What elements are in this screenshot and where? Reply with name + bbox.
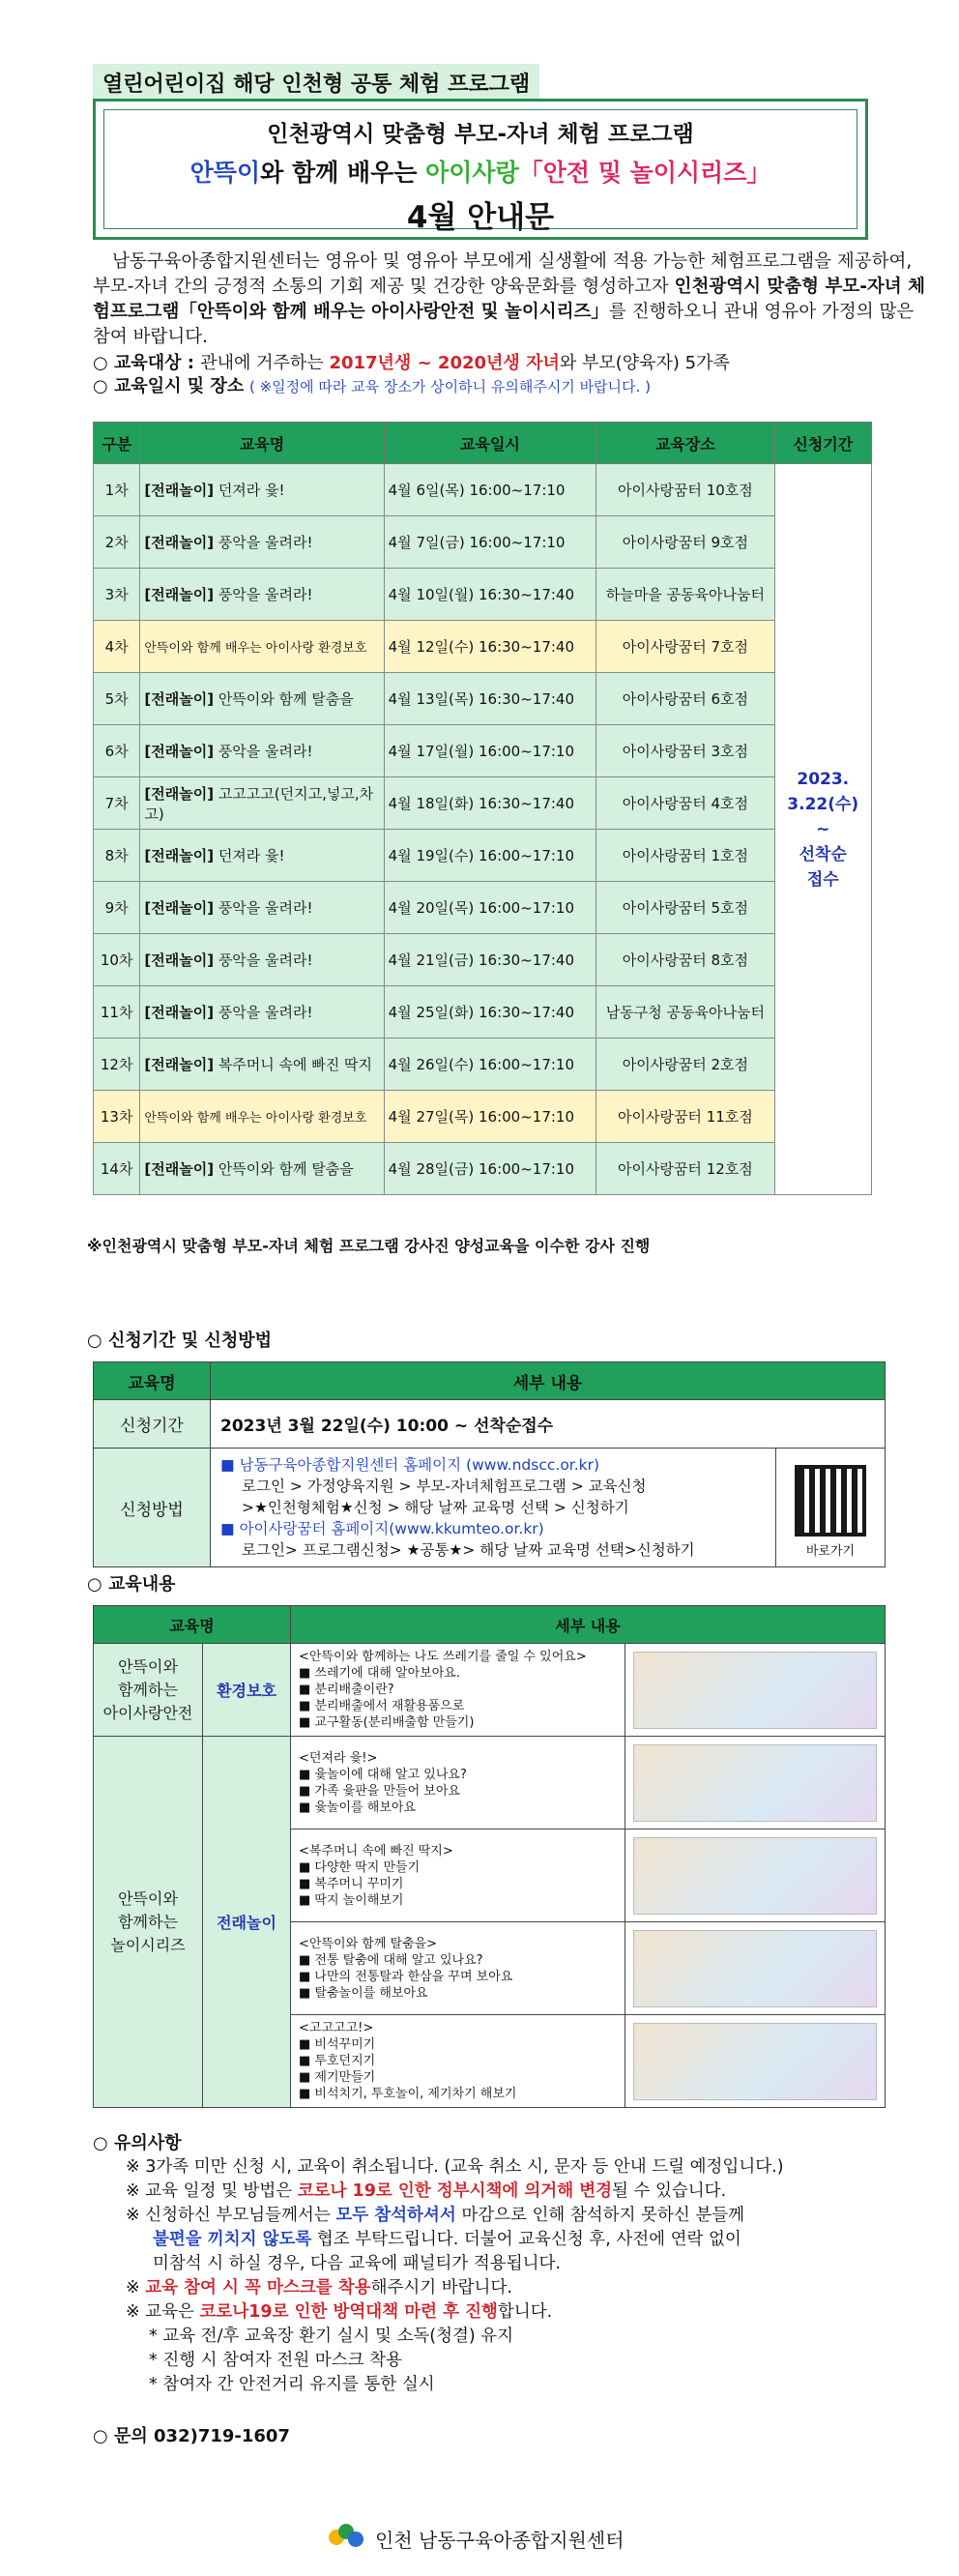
row-no: 10차 (94, 934, 140, 986)
sub-note-2: * 진행 시 참여자 전원 마스크 착용 (149, 2351, 402, 2370)
row-name: [전래놀이] 풍악을 울려라! (140, 516, 384, 569)
item-line: 분리배출이란? (314, 1683, 394, 1697)
content-col-name: 교육명 (94, 1606, 291, 1644)
row-date: 4월 6일(목) 16:00~17:10 (384, 464, 596, 516)
target-red: 2017년생 ~ 2020년생 자녀 (329, 353, 560, 373)
row-no: 11차 (94, 986, 140, 1039)
row-date: 4월 7일(금) 16:00~17:10 (384, 516, 596, 569)
row-place: 아이사랑꿈터 10호점 (596, 464, 774, 516)
title-line1: 인천광역시 맞춤형 부모-자녀 체험 프로그램 (267, 122, 694, 147)
content-item-3: <안뜩이와 함께 탈춤을> ■ 전통 탈춤에 대해 알고 있나요? ■ 나만의 전통탈과 한삼을 꾸며 보아요 ■ 탈춤놀이를 해보아요 (291, 1922, 625, 2015)
item-line: 쓰레기에 대해 알아보아요. (314, 1666, 460, 1681)
row-place: 하늘마을 공동육아나눔터 (596, 569, 774, 621)
row-no: 7차 (94, 777, 140, 830)
row-no: 13차 (94, 1091, 140, 1143)
bullet-icon: ■ (220, 1456, 240, 1474)
row-date: 4월 21일(금) 16:30~17:40 (384, 934, 596, 986)
item-line: 분리배출에서 재활용품으로 (314, 1699, 465, 1713)
site2-path: 로그인> 프로그램신청> ★공통★> 해당 날짜 교육명 선택>신청하기 (242, 1541, 695, 1559)
row-name: [전래놀이] 고고고고(던지고,넣고,차고) (140, 777, 384, 830)
item-title: <던져라 윷!> (299, 1750, 378, 1766)
apply-col-detail: 세부 내용 (211, 1362, 886, 1400)
apply-col-name: 교육명 (94, 1362, 211, 1400)
item-title: <안뜩이와 함께 탈춤을> (299, 1936, 438, 1951)
period-value: 2023년 3월 22일(수) 10:00 ~ 선착순접수 (211, 1400, 886, 1449)
program-tag: 열린어린이집 해당 인천형 공통 체험 프로그램 (93, 64, 539, 102)
item-line: 탈춤놀이를 해보아요 (314, 1985, 428, 2001)
site1-path-b: >★인천형체험★신청 > 해당 날짜 교육명 선택 > 신청하기 (242, 1499, 629, 1516)
target-a: 관내에 거주하는 (200, 353, 330, 373)
row-place: 아이사랑꿈터 3호점 (596, 725, 774, 777)
title-green: 아이사랑 (425, 159, 519, 187)
schedule-row (94, 464, 872, 516)
content-table (93, 1605, 886, 2108)
schedule-row (94, 1091, 872, 1143)
schedule-header-row (94, 423, 872, 464)
item-line: 다양한 딱지 만들기 (314, 1859, 421, 1875)
note-2: ※ 교육 일정 및 방법은 코로나 19로 인한 정부시책에 의거해 변경될 수 있습니다. (126, 2181, 727, 2201)
schedule-row (94, 621, 872, 673)
schedule-row (94, 516, 872, 569)
item-line: 가족 윷판을 만들어 보아요 (314, 1783, 460, 1799)
row-date: 4월 27일(목) 16:00~17:10 (384, 1091, 596, 1143)
row-place: 남동구청 공동육아나눔터 (596, 986, 774, 1039)
row-place: 아이사랑꿈터 6호점 (596, 673, 774, 725)
row-no: 14차 (94, 1143, 140, 1195)
sub-note-3: * 참여자 간 안전거리 유지를 통한 실시 (149, 2375, 435, 2394)
row-no: 9차 (94, 882, 140, 934)
group2-name: 안뜩이와 함께하는 놀이시리즈 (94, 1737, 203, 2108)
intro-p1-bold: 인천광역시 맞춤형 부모-자녀 체험프로그램「안뜩이와 함께 배우는 아이사랑안전 및 놀이시리즈」 (93, 277, 925, 322)
row-name: [전래놀이] 던져라 윷! (140, 464, 384, 516)
row-date: 4월 13일(목) 16:30~17:40 (384, 673, 596, 725)
col-period: 신청기간 (774, 423, 872, 464)
contact: ○ 문의 032)719-1607 (93, 2426, 290, 2446)
row-place: 아이사랑꿈터 7호점 (596, 621, 774, 673)
content-image (633, 1930, 877, 2007)
schedule-row (94, 934, 872, 986)
item-line: 윷놀이에 대해 알고 있나요? (314, 1767, 467, 1782)
item-title: <복주머니 속에 빠진 딱지> (299, 1843, 453, 1859)
site1-link[interactable]: 남동구육아종합지원센터 홈페이지 (www.ndscc.or.kr) (239, 1456, 600, 1474)
row-name: 안뜩이와 함께 배우는 아이사랑 환경보호 (140, 621, 384, 673)
row-name: [전래놀이] 안뜩이와 함께 탈춤을 (140, 673, 384, 725)
row-name: [전래놀이] 던져라 윷! (140, 830, 384, 882)
content-col-detail: 세부 내용 (291, 1606, 886, 1644)
col-name: 교육명 (140, 423, 384, 464)
title-blue: 안뜩이 (189, 159, 261, 187)
period-label: 신청기간 (94, 1400, 211, 1449)
intro (93, 249, 934, 398)
row-date: 4월 19일(수) 16:00~17:10 (384, 830, 596, 882)
qr-label: 바로가기 (805, 1543, 856, 1559)
footer-logo (329, 2524, 625, 2553)
row-date: 4월 18일(화) 16:30~17:40 (384, 777, 596, 830)
group1-name: 안뜩이와 함께하는 아이사랑안전 (94, 1644, 203, 1737)
schedule-table (93, 422, 872, 1195)
col-place: 교육장소 (596, 423, 774, 464)
intro-p1-tail: 를 진행하오니 관내 영유아 가정의 많은 참여 바랍니다. (93, 302, 915, 347)
note-3-end: 미참석 시 하실 경우, 다음 교육에 패널티가 적용됩니다. (153, 2254, 561, 2273)
row-no: 2차 (94, 516, 140, 569)
content-item-4: <고고고고!> ■ 비석꾸미기 ■ 투호던지기 ■ 제기만들기 ■ 비석치기, 투호놀이, 제기차기 해보기 (291, 2015, 625, 2108)
schedule-label: ○ 교육일시 및 장소 (93, 376, 245, 396)
schedule-note: ( ※일정에 따라 교육 장소가 상이하니 유의해주시기 바랍니다. ) (248, 378, 651, 395)
row-name: [전래놀이] 풍악을 울려라! (140, 934, 384, 986)
schedule-row (94, 725, 872, 777)
row-place: 아이사랑꿈터 12호점 (596, 1143, 774, 1195)
col-date: 교육일시 (384, 423, 596, 464)
row-name: [전래놀이] 풍악을 울려라! (140, 882, 384, 934)
page-title: 4월 안내문 (406, 200, 555, 235)
row-no: 3차 (94, 569, 140, 621)
schedule-row (94, 569, 872, 621)
row-date: 4월 12일(수) 16:30~17:40 (384, 621, 596, 673)
row-no: 12차 (94, 1039, 140, 1091)
note-5: ※ 교육은 코로나19로 인한 방역대책 마련 후 진행합니다. (126, 2302, 553, 2322)
row-name: [전래놀이] 풍악을 울려라! (140, 986, 384, 1039)
content-image (633, 1744, 877, 1822)
row-name: 안뜩이와 함께 배우는 아이사랑 환경보호 (140, 1091, 384, 1143)
item-line: 제기만들기 (314, 2070, 376, 2085)
row-no: 4차 (94, 621, 140, 673)
schedule-row (94, 777, 872, 830)
content-section-title: ○ 교육내용 (87, 1574, 176, 1595)
notes (93, 2131, 924, 2448)
item-line: 투호던지기 (314, 2054, 376, 2068)
apply-table (93, 1361, 886, 1567)
schedule-row (94, 1143, 872, 1195)
note-1: ※ 3가족 미만 신청 시, 교육이 취소됩니다. (교육 취소 시, 문자 등 안내 드릴 예정입니다.) (126, 2157, 784, 2177)
row-place: 아이사랑꿈터 11호점 (596, 1091, 774, 1143)
row-name: [전래놀이] 안뜩이와 함께 탈춤을 (140, 1143, 384, 1195)
row-date: 4월 17일(월) 16:00~17:10 (384, 725, 596, 777)
content-item-0: <안뜩이와 함께하는 나도 쓰레기를 줄일 수 있어요> ■ 쓰레기에 대해 알아보아요. ■ 분리배출이란? ■ 분리배출에서 재활용품으로 ■ 교구활동(분리배출함 만들기) (291, 1644, 625, 1737)
title-red: 「안전 및 놀이시리즈」 (518, 159, 771, 187)
note-3-cont: 불편을 끼치지 않도록 협조 부탁드립니다. 더불어 교육신청 후, 사전에 연락 없이 (153, 2230, 741, 2249)
row-place: 아이사랑꿈터 9호점 (596, 516, 774, 569)
row-no: 1차 (94, 464, 140, 516)
apply-period: 2023. 3.22(수) ~ 선착순 접수 (774, 464, 872, 1195)
item-line: 전통 탈춤에 대해 알고 있나요? (314, 1952, 483, 1968)
row-name: [전래놀이] 풍악을 울려라! (140, 569, 384, 621)
site1-path-a: 로그인 > 가정양육지원 > 부모-자녀체험프로그램 > 교육신청 (242, 1478, 647, 1495)
note-4: ※ 교육 참여 시 꼭 마스크를 착용해주시기 바랍니다. (126, 2278, 512, 2298)
item-line: 딱지 놀이해보기 (314, 1892, 404, 1908)
group1-type: 환경보호 (203, 1644, 291, 1737)
qr-code-icon[interactable] (795, 1465, 866, 1537)
col-no: 구분 (94, 423, 140, 464)
footer-org: 인천 남동구육아종합지원센터 (375, 2528, 625, 2552)
item-line: 비석치기, 투호놀이, 제기차기 해보기 (314, 2087, 517, 2101)
item-line: 교구활동(분리배출함 만들기) (314, 1715, 475, 1730)
intro-p1: 남동구육아종합지원센터는 영유아 및 영유아 부모에게 실생활에 적용 가능한 체험프로그램을 제공하여, 부모-자녀 간의 긍정적 소통의 기회 제공 및 건강한 양육문화를 형성하고자 (93, 251, 913, 297)
row-place: 아이사랑꿈터 4호점 (596, 777, 774, 830)
title-line2 (104, 154, 857, 189)
row-date: 4월 10일(월) 16:30~17:40 (384, 569, 596, 621)
content-image (633, 2023, 877, 2100)
title-box (93, 99, 868, 240)
schedule-row (94, 986, 872, 1039)
row-place: 아이사랑꿈터 5호점 (596, 882, 774, 934)
row-no: 6차 (94, 725, 140, 777)
schedule-row (94, 1039, 872, 1091)
schedule-row (94, 882, 872, 934)
bullet-icon: ■ (220, 1520, 240, 1537)
apply-section-title: ○ 신청기간 및 신청방법 (87, 1331, 272, 1351)
row-place: 아이사랑꿈터 2호점 (596, 1039, 774, 1091)
group2-type: 전래놀이 (203, 1737, 291, 2108)
item-title: <안뜩이와 함께하는 나도 쓰레기를 줄일 수 있어요> (299, 1650, 587, 1664)
schedule-row (94, 830, 872, 882)
title-mid: 와 함께 배우는 (260, 159, 426, 187)
sub-note-1: * 교육 전/후 교육장 환기 실시 및 소독(청결) 유지 (149, 2327, 514, 2346)
row-no: 8차 (94, 830, 140, 882)
item-line: 비석꾸미기 (314, 2037, 376, 2052)
row-place: 아이사랑꿈터 8호점 (596, 934, 774, 986)
row-name: [전래놀이] 복주머니 속에 빠진 딱지 (140, 1039, 384, 1091)
row-no: 5차 (94, 673, 140, 725)
target-label: ○ 교육대상 : (93, 353, 201, 373)
item-line: 윷놀이를 해보아요 (314, 1800, 417, 1815)
item-title: <고고고고!> (299, 2021, 374, 2035)
schedule-footnote: ※인천광역시 맞춤형 부모-자녀 체험 프로그램 강사진 양성교육을 이수한 강사 진행 (87, 1237, 651, 1255)
schedule-row (94, 673, 872, 725)
method-label: 신청방법 (94, 1449, 211, 1567)
item-line: 나만의 전통탈과 한삼을 꾸며 보아요 (314, 1969, 513, 1984)
content-image (633, 1652, 877, 1729)
content-image (633, 1837, 877, 1915)
row-date: 4월 20일(목) 16:00~17:10 (384, 882, 596, 934)
item-line: 복주머니 꾸미기 (314, 1876, 404, 1891)
content-item-1: <던져라 윷!> ■ 윷놀이에 대해 알고 있나요? ■ 가족 윷판을 만들어 보아요 ■ 윷놀이를 해보아요 (291, 1737, 625, 1830)
center-logo-icon (329, 2524, 365, 2553)
row-name: [전래놀이] 풍악을 울려라! (140, 725, 384, 777)
note-3: ※ 신청하신 부모님들께서는 모두 참석하셔서 마감으로 인해 참석하지 못하신 분들께 (126, 2206, 745, 2225)
schedule-body (94, 464, 872, 1195)
notes-title: ○ 유의사항 (93, 2133, 182, 2153)
row-date: 4월 28일(금) 16:00~17:10 (384, 1143, 596, 1195)
row-date: 4월 26일(수) 16:00~17:10 (384, 1039, 596, 1091)
content-item-2: <복주머니 속에 빠진 딱지> ■ 다양한 딱지 만들기 ■ 복주머니 꾸미기 ■ 딱지 놀이해보기 (291, 1830, 625, 1922)
site2-link[interactable]: 아이사랑꿈터 홈페이지(www.kkumteo.or.kr) (239, 1520, 544, 1537)
row-place: 아이사랑꿈터 1호점 (596, 830, 774, 882)
target-b: 와 부모(양육자) 5가족 (559, 353, 730, 373)
row-date: 4월 25일(화) 16:30~17:40 (384, 986, 596, 1039)
